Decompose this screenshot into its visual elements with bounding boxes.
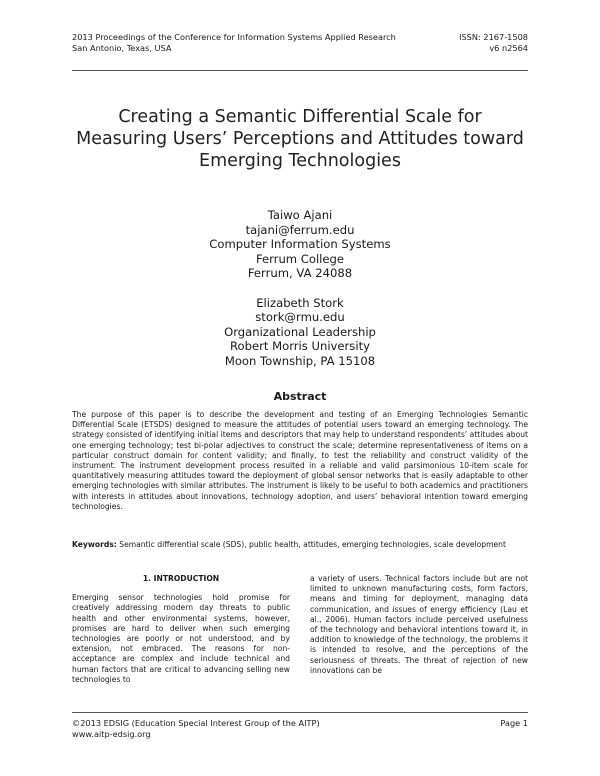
volume: v6 n2564 (489, 43, 528, 53)
right-column (310, 574, 528, 676)
paper-title (60, 106, 540, 172)
author-department: Organizational Leadership (224, 324, 376, 339)
author-location: Ferrum, VA 24088 (247, 266, 353, 281)
author-email: tajani@ferrum.edu (245, 222, 355, 237)
keywords (72, 540, 528, 550)
page-number: Page 1 (500, 718, 528, 728)
location-line: San Antonio, Texas, USA (72, 43, 172, 53)
abstract-body: The purpose of this paper is to describe the development and testing of an Emerging Technologies Semantic Differential Scale (ETSDS) designed to measure the attitudes of potential users toward an emerging technology. The strategy consisted of identifying initial items and descriptors that may help to understand respondents’ attitudes about one emerging technology; test bi-polar adjectives to construct the scale; determine representativeness of items on a particular construct domain for content validity; and finally, to test the reliability and construct validity of the instrument. The instrument development process resulted in a reliable and valid parsimonious 10-item scale for quantitatively measuring attitudes toward the deployment of global sensor networks that is easily adaptable to other emerging technologies with similar attributes. The instrument is likely to be useful to both academics and practitioners with interests in attitudes about innovations, technology adoption, and users’ behavioral intention toward emerging technologies. (72, 410, 528, 511)
section-heading: 1. INTRODUCTION (142, 574, 220, 583)
author-location: Moon Township, PA 15108 (224, 353, 376, 368)
author-block (100, 208, 500, 281)
author-list (100, 208, 500, 369)
intro-paragraph-continued: a variety of users. Technical factors include but are not limited to unknown manufacturing costs, form factors, means and timing for deployment, managing data communication, and issues of energy efficiency (Lau et al., 2006). Human factors include perceived usefulness of the technology and behavioral intentions toward it, in addition to knowledge of the technology, the problems it is intended to resolve, and the perceptions of the seriousness of threats. The threat of rejection of new innovations can be (310, 574, 528, 675)
intro-paragraph: Emerging sensor technologies hold promise for creatively addressing modern day threats to public health and other environmental systems, however, promises are hard to deliver when such emerging technologies are poorly or not understood, and by extension, not embraced. The reasons for non-acceptance are complex and include technical and human factors that are critical to advancing selling new technologies to (72, 593, 290, 684)
running-header-right (459, 32, 528, 54)
author-institution: Robert Morris University (230, 339, 370, 354)
abstract-heading: Abstract (273, 390, 327, 403)
issn: ISSN: 2167-1508 (459, 32, 528, 42)
title-line: Emerging Technologies (199, 151, 401, 171)
author-name: Taiwo Ajani (267, 208, 333, 222)
header-rule (72, 70, 528, 71)
proceedings-line: 2013 Proceedings of the Conference for Information Systems Applied Research (72, 32, 396, 42)
footer-url: www.aitp-edsig.org (72, 729, 151, 739)
title-line: Creating a Semantic Differential Scale for (118, 107, 482, 127)
keywords-text: Semantic differential scale (SDS), public health, attitudes, emerging technologies, scale development (119, 540, 506, 549)
copyright: ©2013 EDSIG (Education Special Interest Group of the AITP) (72, 718, 320, 728)
keywords-label: Keywords: (72, 540, 117, 549)
author-department: Computer Information Systems (209, 237, 391, 252)
left-column (72, 574, 290, 685)
author-email: stork@rmu.edu (255, 310, 345, 325)
author-block (100, 296, 500, 369)
author-institution: Ferrum College (255, 251, 345, 266)
author-name: Elizabeth Stork (256, 295, 344, 310)
footer-rule (72, 712, 528, 713)
running-header-left (72, 32, 396, 54)
title-line: Measuring Users’ Perceptions and Attitudes toward (76, 129, 524, 149)
footer-left (72, 718, 320, 740)
